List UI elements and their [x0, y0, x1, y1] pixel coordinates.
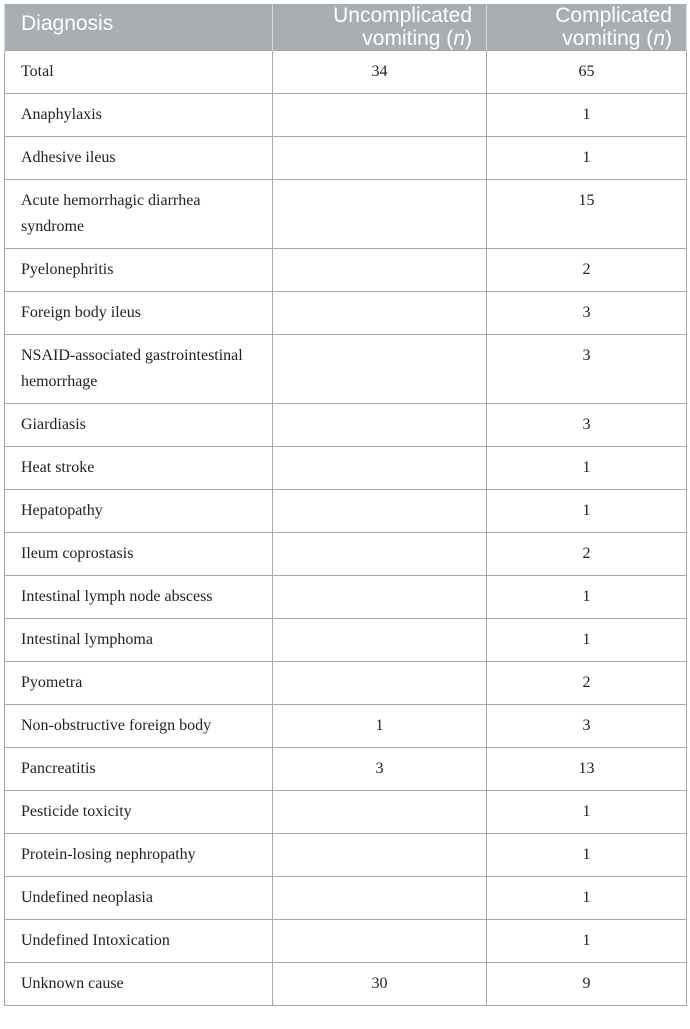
- uncomplicated-count-cell: [273, 619, 487, 662]
- complicated-count-cell: 2: [487, 662, 687, 705]
- header-complicated-line2: vomiting (: [562, 27, 654, 50]
- table-header-row: [5, 4, 687, 51]
- header-uncomplicated-n: n: [453, 27, 465, 50]
- uncomplicated-count-cell: [273, 920, 487, 963]
- diagnosis-cell: Total: [5, 51, 273, 94]
- header-complicated-suffix: ): [665, 27, 672, 50]
- header-uncomplicated-line1: Uncomplicated: [333, 4, 472, 27]
- header-complicated-line1: Complicated: [555, 4, 672, 27]
- uncomplicated-count-cell: [273, 137, 487, 180]
- diagnosis-cell: Heat stroke: [5, 447, 273, 490]
- table-row: [5, 963, 687, 1006]
- table-row: [5, 705, 687, 748]
- complicated-count-cell: 1: [487, 94, 687, 137]
- header-complicated-n: n: [653, 27, 665, 50]
- complicated-count-cell: 1: [487, 920, 687, 963]
- diagnosis-cell: Pesticide toxicity: [5, 791, 273, 834]
- diagnosis-cell: Hepatopathy: [5, 490, 273, 533]
- uncomplicated-count-cell: [273, 490, 487, 533]
- diagnosis-cell: Ileum coprostasis: [5, 533, 273, 576]
- header-complicated: [487, 4, 687, 51]
- diagnosis-cell: Pancreatitis: [5, 748, 273, 791]
- uncomplicated-count-cell: [273, 404, 487, 447]
- diagnosis-cell: Giardiasis: [5, 404, 273, 447]
- complicated-count-cell: 15: [487, 180, 687, 249]
- uncomplicated-count-cell: 34: [273, 51, 487, 94]
- diagnosis-cell: Intestinal lymph node abscess: [5, 576, 273, 619]
- table-row: [5, 748, 687, 791]
- uncomplicated-count-cell: 1: [273, 705, 487, 748]
- table-row: [5, 249, 687, 292]
- complicated-count-cell: 65: [487, 51, 687, 94]
- diagnosis-cell: Pyelonephritis: [5, 249, 273, 292]
- table-row: [5, 404, 687, 447]
- uncomplicated-count-cell: 3: [273, 748, 487, 791]
- complicated-count-cell: 9: [487, 963, 687, 1006]
- uncomplicated-count-cell: [273, 180, 487, 249]
- diagnosis-table: [4, 4, 687, 1006]
- complicated-count-cell: 3: [487, 335, 687, 404]
- complicated-count-cell: 3: [487, 404, 687, 447]
- table-row: [5, 94, 687, 137]
- diagnosis-cell: Foreign body ileus: [5, 292, 273, 335]
- header-uncomplicated-suffix: ): [465, 27, 472, 50]
- diagnosis-cell: Intestinal lymphoma: [5, 619, 273, 662]
- complicated-count-cell: 3: [487, 292, 687, 335]
- uncomplicated-count-cell: [273, 877, 487, 920]
- table-row: [5, 533, 687, 576]
- uncomplicated-count-cell: [273, 249, 487, 292]
- complicated-count-cell: 1: [487, 576, 687, 619]
- complicated-count-cell: 1: [487, 137, 687, 180]
- diagnosis-cell: Undefined Intoxication: [5, 920, 273, 963]
- uncomplicated-count-cell: [273, 576, 487, 619]
- diagnosis-cell: Unknown cause: [5, 963, 273, 1006]
- header-uncomplicated-line2: vomiting (: [362, 27, 454, 50]
- uncomplicated-count-cell: [273, 335, 487, 404]
- diagnosis-cell: Non-obstructive foreign body: [5, 705, 273, 748]
- diagnosis-cell: Pyometra: [5, 662, 273, 705]
- table-row: [5, 447, 687, 490]
- header-diagnosis: Diagnosis: [5, 4, 273, 51]
- complicated-count-cell: 2: [487, 249, 687, 292]
- diagnosis-cell: Acute hemorrhagic diarrhea syndrome: [5, 180, 273, 249]
- complicated-count-cell: 2: [487, 533, 687, 576]
- complicated-count-cell: 3: [487, 705, 687, 748]
- uncomplicated-count-cell: [273, 662, 487, 705]
- complicated-count-cell: 1: [487, 834, 687, 877]
- complicated-count-cell: 1: [487, 490, 687, 533]
- uncomplicated-count-cell: [273, 447, 487, 490]
- diagnosis-table-container: [4, 4, 686, 1006]
- complicated-count-cell: 1: [487, 619, 687, 662]
- uncomplicated-count-cell: [273, 791, 487, 834]
- complicated-count-cell: 1: [487, 447, 687, 490]
- table-row: [5, 662, 687, 705]
- table-row: [5, 180, 687, 249]
- diagnosis-cell: Adhesive ileus: [5, 137, 273, 180]
- table-row: [5, 576, 687, 619]
- diagnosis-cell: Undefined neoplasia: [5, 877, 273, 920]
- table-row: [5, 335, 687, 404]
- diagnosis-cell: Anaphylaxis: [5, 94, 273, 137]
- table-row: [5, 791, 687, 834]
- diagnosis-cell: NSAID-associated gastrointestinal hemorrhage: [5, 335, 273, 404]
- complicated-count-cell: 13: [487, 748, 687, 791]
- header-uncomplicated: [273, 4, 487, 51]
- table-row: [5, 619, 687, 662]
- complicated-count-cell: 1: [487, 791, 687, 834]
- table-row: [5, 877, 687, 920]
- complicated-count-cell: 1: [487, 877, 687, 920]
- uncomplicated-count-cell: [273, 94, 487, 137]
- table-row: [5, 51, 687, 94]
- diagnosis-cell: Protein-losing nephropathy: [5, 834, 273, 877]
- uncomplicated-count-cell: [273, 834, 487, 877]
- uncomplicated-count-cell: 30: [273, 963, 487, 1006]
- uncomplicated-count-cell: [273, 292, 487, 335]
- table-row: [5, 137, 687, 180]
- table-row: [5, 920, 687, 963]
- table-row: [5, 490, 687, 533]
- table-row: [5, 292, 687, 335]
- table-row: [5, 834, 687, 877]
- uncomplicated-count-cell: [273, 533, 487, 576]
